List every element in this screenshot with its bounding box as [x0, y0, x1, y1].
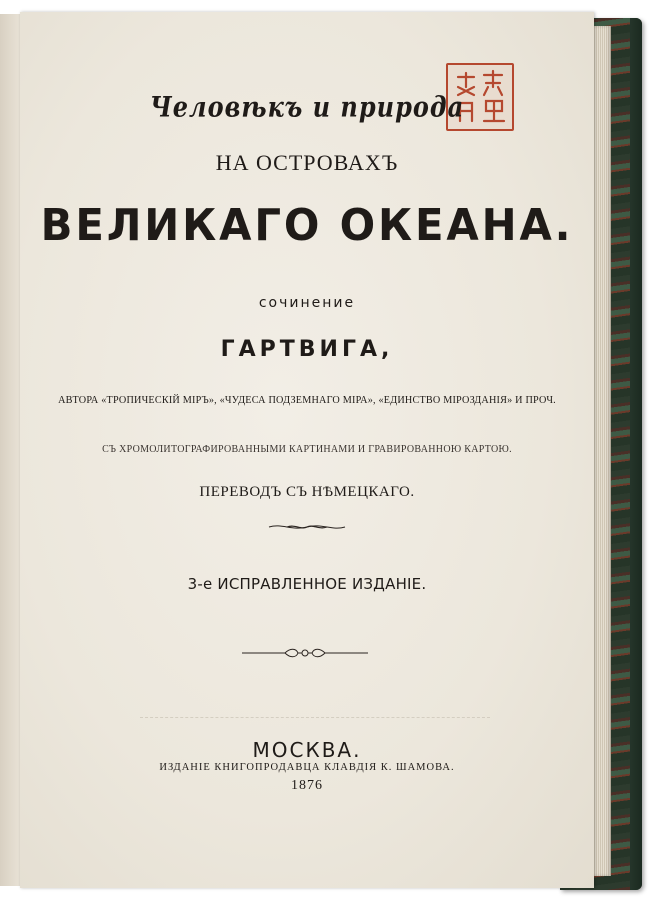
author-name: ГАРТВИГА,	[220, 337, 394, 362]
work-label: сочинение	[258, 295, 356, 311]
city: МОСКВА.	[252, 738, 362, 762]
show-through-text	[140, 717, 490, 732]
title-line-2: НА ОСТРОВАХЪ	[215, 150, 399, 175]
year: 1876	[291, 778, 323, 793]
ornament-divider-icon	[240, 646, 370, 660]
illustrations-note: СЪ ХРОМОЛИТОГРАФИРОВАННЫМИ КАРТИНАМИ И ГРАВИРОВАННОЮ КАРТОЮ.	[102, 444, 512, 455]
title-line-1: Человѣкъ и природа	[149, 89, 465, 124]
ornament-rule-icon	[267, 522, 347, 532]
title-page	[20, 12, 594, 888]
author-works: АВТОРА «ТРОПИЧЕСКIЙ МIРЪ», «ЧУДЕСА ПОДЗЕМНАГО МIРА», «ЕДИНСТВО МIРОЗДАНIЯ» И ПРОЧ.	[58, 395, 556, 406]
main-title: ВЕЛИКАГО ОКЕАНА.	[40, 200, 574, 251]
translation-note: ПЕРЕВОДЪ СЪ НѢМЕЦКАГО.	[199, 484, 415, 500]
publisher: ИЗДАНIЕ КНИГОПРОДАВЦА КЛАВДIЯ К. ШАМОВА.	[159, 762, 455, 773]
edition-statement: 3-е ИСПРАВЛЕННОЕ ИЗДАНIЕ.	[187, 575, 427, 593]
